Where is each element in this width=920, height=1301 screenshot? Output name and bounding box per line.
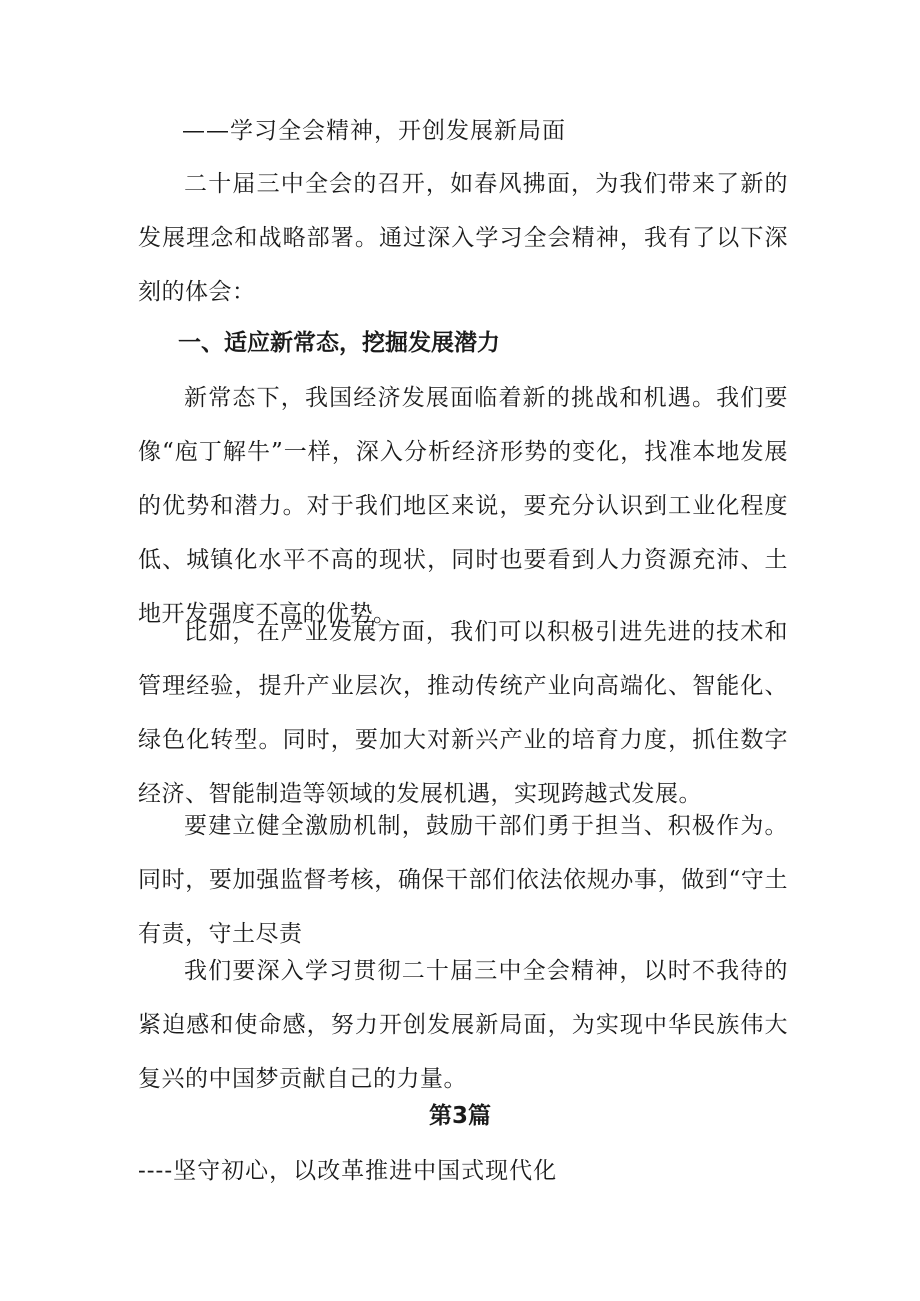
subtitle-line-2: ----坚守初心，以改革推进中国式现代化 [138,1158,558,1184]
body-paragraph-4: 我们要深入学习贯彻二十届三中全会精神，以时不我待的紧迫感和使命感，努力开创发展新局面，为实现中华民族伟大复兴的中国梦贡献自己的力量。 [138,958,788,1092]
section-heading: 一、适应新常态，挖掘发展潜力 [178,330,500,356]
chapter-title: 第3篇 [428,1103,491,1129]
subtitle-line: ——学习全会精神，开创发展新局面 [182,118,566,144]
body-paragraph-1: 新常态下，我国经济发展面临着新的挑战和机遇。我们要像“庖丁解牛”一样，深入分析经济形势的变化，找准本地发展的优势和潜力。对于我们地区来说，要充分认识到工业化程度低、城镇化水平不高的现状，同时也要看到人力资源充沛、土地开发强度不高的优势。 [138,385,788,627]
intro-paragraph: 二十届三中全会的召开，如春风拂面，为我们带来了新的发展理念和战略部署。通过深入学习全会精神，我有了以下深刻的体会： [138,171,788,305]
body-paragraph-3: 要建立健全激励机制，鼓励干部们勇于担当、积极作为。同时，要加强监督考核，确保干部们依法依规办事，做到“守土有责，守土尽责 [138,813,788,947]
body-paragraph-2: 比如，在产业发展方面，我们可以积极引进先进的技术和管理经验，提升产业层次，推动传统产业向高端化、智能化、绿色化转型。同时，要加大对新兴产业的培育力度，抓住数字经济、智能制造等领域的发展机遇，实现跨越式发展。 [138,619,788,807]
